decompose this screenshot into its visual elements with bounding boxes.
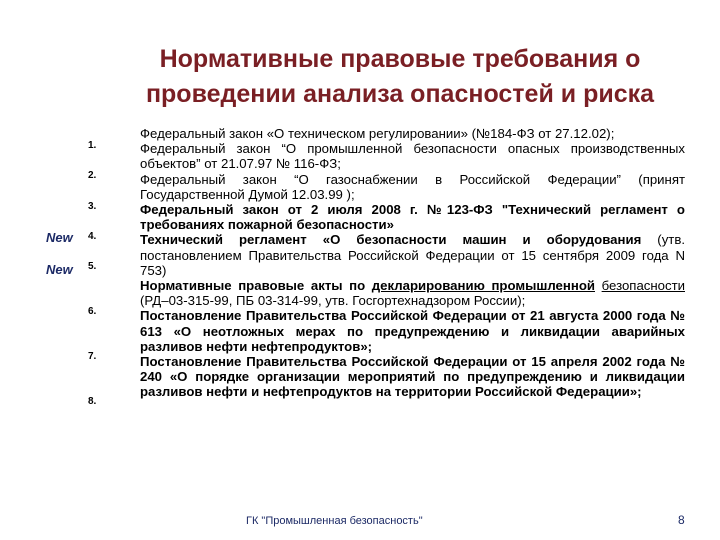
item-text-bold: Нормативные правовые акты по (140, 278, 372, 294)
title-line-1: Нормативные правовые требования о (159, 45, 641, 73)
item-text: Федеральный закон «О техническом регулировании» (№184-ФЗ от 27.12.02); (140, 126, 615, 141)
list-item (140, 278, 685, 308)
list-item (140, 202, 685, 232)
item-number-7: 7. (88, 351, 97, 362)
item-text: Федеральный закон “О газоснабжении в Российской Федерации” (принят Государственной Думой 12.03.99 ); (140, 171, 685, 202)
item-text: (РД–03-315-99, ПБ 03-314-99, утв. Госгортехнадзором России); (140, 293, 526, 309)
item-text-bold: Технический регламент «О безопасности машин и оборудования (140, 232, 642, 248)
page-number: 8 (678, 513, 685, 527)
item-number-5: 5. (88, 261, 97, 272)
item-number-4: 4. (88, 231, 97, 242)
new-badge: New (46, 262, 73, 277)
slide-title (100, 42, 700, 112)
item-text: Федеральный закон от 2 июля 2008 г. №123-ФЗ "Технический регламент о требованиях пожарной безопасности» (140, 202, 685, 233)
footer-text: ГК "Промышленная безопасность" (246, 515, 423, 527)
item-number-6: 6. (88, 306, 97, 317)
item-text-underlined: безопасности (601, 278, 685, 294)
title-line-2: проведении анализа опасностей и риска (145, 80, 655, 108)
list-item (140, 354, 685, 400)
item-text: Постановление Правительства Российской Федерации от 15 апреля 2002 года № 240 «О порядке организации мероприятий по предупреждению и ликвидации разливов нефти и нефтепродуктов на территории Российской Федерации»; (140, 354, 685, 400)
list-item (140, 232, 685, 278)
item-text: (утв. постановлением Правительства Российской Федерации от 15 сентября 2009 года N 753) (140, 232, 685, 278)
item-number-1: 1. (88, 140, 97, 151)
list-item (140, 141, 685, 171)
list-item (140, 172, 685, 202)
new-badge: New (46, 230, 73, 245)
list-item (140, 308, 685, 354)
item-text: Постановление Правительства Российской Федерации от 21 августа 2000 года № 613 «О неотложных мерах по предупреждению и ликвидации аварийных разливов нефти нефтепродуктов»; (140, 308, 685, 354)
item-text: Федеральный закон “О промышленной безопасности опасных производственных объектов” от 21.07.97 № 116-ФЗ; (140, 141, 685, 172)
item-number-8: 8. (88, 396, 97, 407)
item-number-3: 3. (88, 201, 97, 212)
item-text-underlined: декларированию промышленной (371, 278, 595, 294)
item-number-2: 2. (88, 170, 97, 181)
regulations-list (140, 126, 685, 400)
list-item (140, 126, 685, 141)
